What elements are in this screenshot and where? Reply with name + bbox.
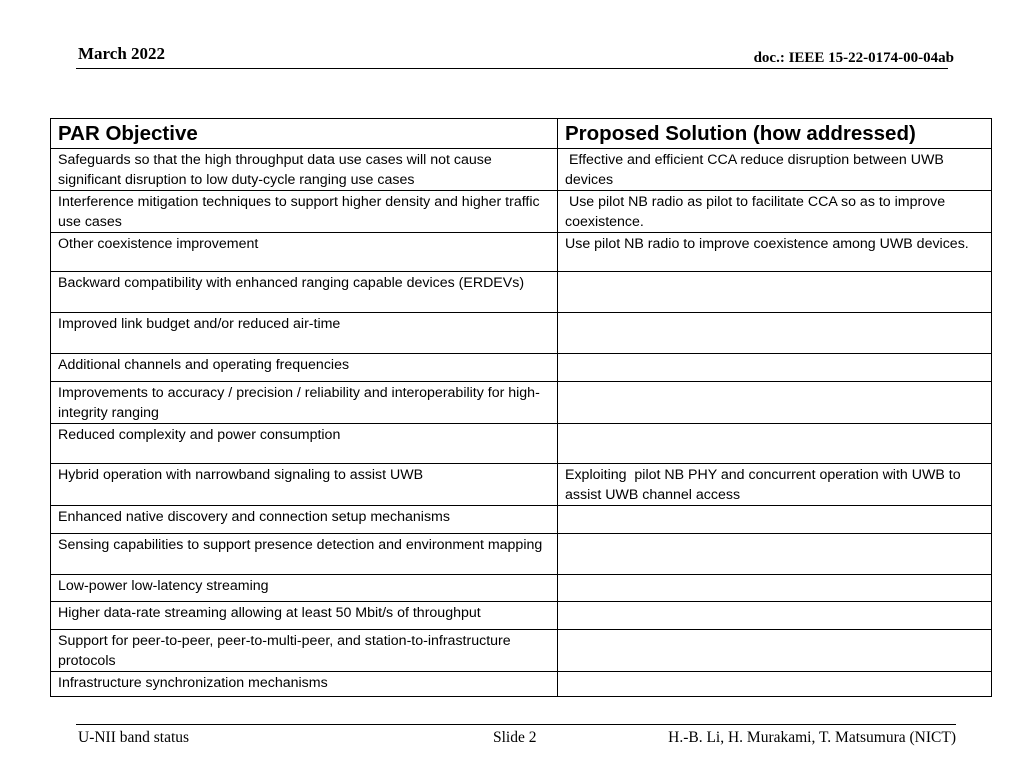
objective-cell: Additional channels and operating frequencies xyxy=(51,354,558,382)
objective-cell: Safeguards so that the high throughput data use cases will not cause significant disruption to low duty-cycle ranging use cases xyxy=(51,149,558,191)
solution-cell: Exploiting pilot NB PHY and concurrent operation with UWB to assist UWB channel access xyxy=(558,464,992,506)
table-row xyxy=(51,534,992,575)
table-row xyxy=(51,630,992,672)
solution-cell xyxy=(558,272,992,313)
column-header-par-objective: PAR Objective xyxy=(51,119,558,149)
footer-divider xyxy=(76,724,956,725)
column-header-proposed-solution: Proposed Solution (how addressed) xyxy=(558,119,992,149)
solution-cell: Use pilot NB radio as pilot to facilitate CCA so as to improve coexistence. xyxy=(558,191,992,233)
solution-cell: Effective and efficient CCA reduce disruption between UWB devices xyxy=(558,149,992,191)
objective-cell: Backward compatibility with enhanced ranging capable devices (ERDEVs) xyxy=(51,272,558,313)
table-row xyxy=(51,602,992,630)
solution-cell xyxy=(558,672,992,697)
table-row xyxy=(51,575,992,602)
footer-title: U-NII band status xyxy=(78,729,190,746)
table-row xyxy=(51,233,992,272)
objective-cell: Other coexistence improvement xyxy=(51,233,558,272)
table-row xyxy=(51,672,992,697)
solution-cell: Use pilot NB radio to improve coexistence among UWB devices. xyxy=(558,233,992,272)
objective-cell: Hybrid operation with narrowband signaling to assist UWB xyxy=(51,464,558,506)
table-row xyxy=(51,313,992,354)
solution-cell xyxy=(558,575,992,602)
solution-cell xyxy=(558,354,992,382)
table-row xyxy=(51,424,992,464)
footer-authors: H.-B. Li, H. Murakami, T. Matsumura (NICT) xyxy=(668,729,956,746)
solution-cell xyxy=(558,313,992,354)
table-row xyxy=(51,149,992,191)
solution-cell xyxy=(558,382,992,424)
solution-cell xyxy=(558,602,992,630)
objective-cell: Improvements to accuracy / precision / reliability and interoperability for high-integrity ranging xyxy=(51,382,558,424)
solution-cell xyxy=(558,630,992,672)
table-row xyxy=(51,382,992,424)
par-objectives-table xyxy=(50,118,992,697)
header-doc-id: doc.: IEEE 15-22-0174-00-04ab xyxy=(753,50,954,66)
table-row xyxy=(51,191,992,233)
solution-cell xyxy=(558,506,992,534)
objective-cell: Enhanced native discovery and connection setup mechanisms xyxy=(51,506,558,534)
table-row xyxy=(51,272,992,313)
objective-cell: Support for peer-to-peer, peer-to-multi-peer, and station-to-infrastructure protocols xyxy=(51,630,558,672)
table-row xyxy=(51,354,992,382)
table-header-row xyxy=(51,119,992,149)
header-divider xyxy=(76,68,948,69)
header-date: March 2022 xyxy=(78,44,166,63)
solution-cell xyxy=(558,534,992,575)
objective-cell: Low-power low-latency streaming xyxy=(51,575,558,602)
table-row xyxy=(51,464,992,506)
objective-cell: Interference mitigation techniques to support higher density and higher traffic use cases xyxy=(51,191,558,233)
table-row xyxy=(51,506,992,534)
objective-cell: Improved link budget and/or reduced air-time xyxy=(51,313,558,354)
objective-cell: Sensing capabilities to support presence detection and environment mapping xyxy=(51,534,558,575)
objective-cell: Higher data-rate streaming allowing at least 50 Mbit/s of throughput xyxy=(51,602,558,630)
solution-cell xyxy=(558,424,992,464)
footer-slide-number: Slide 2 xyxy=(493,729,537,746)
objective-cell: Infrastructure synchronization mechanisms xyxy=(51,672,558,697)
objective-cell: Reduced complexity and power consumption xyxy=(51,424,558,464)
